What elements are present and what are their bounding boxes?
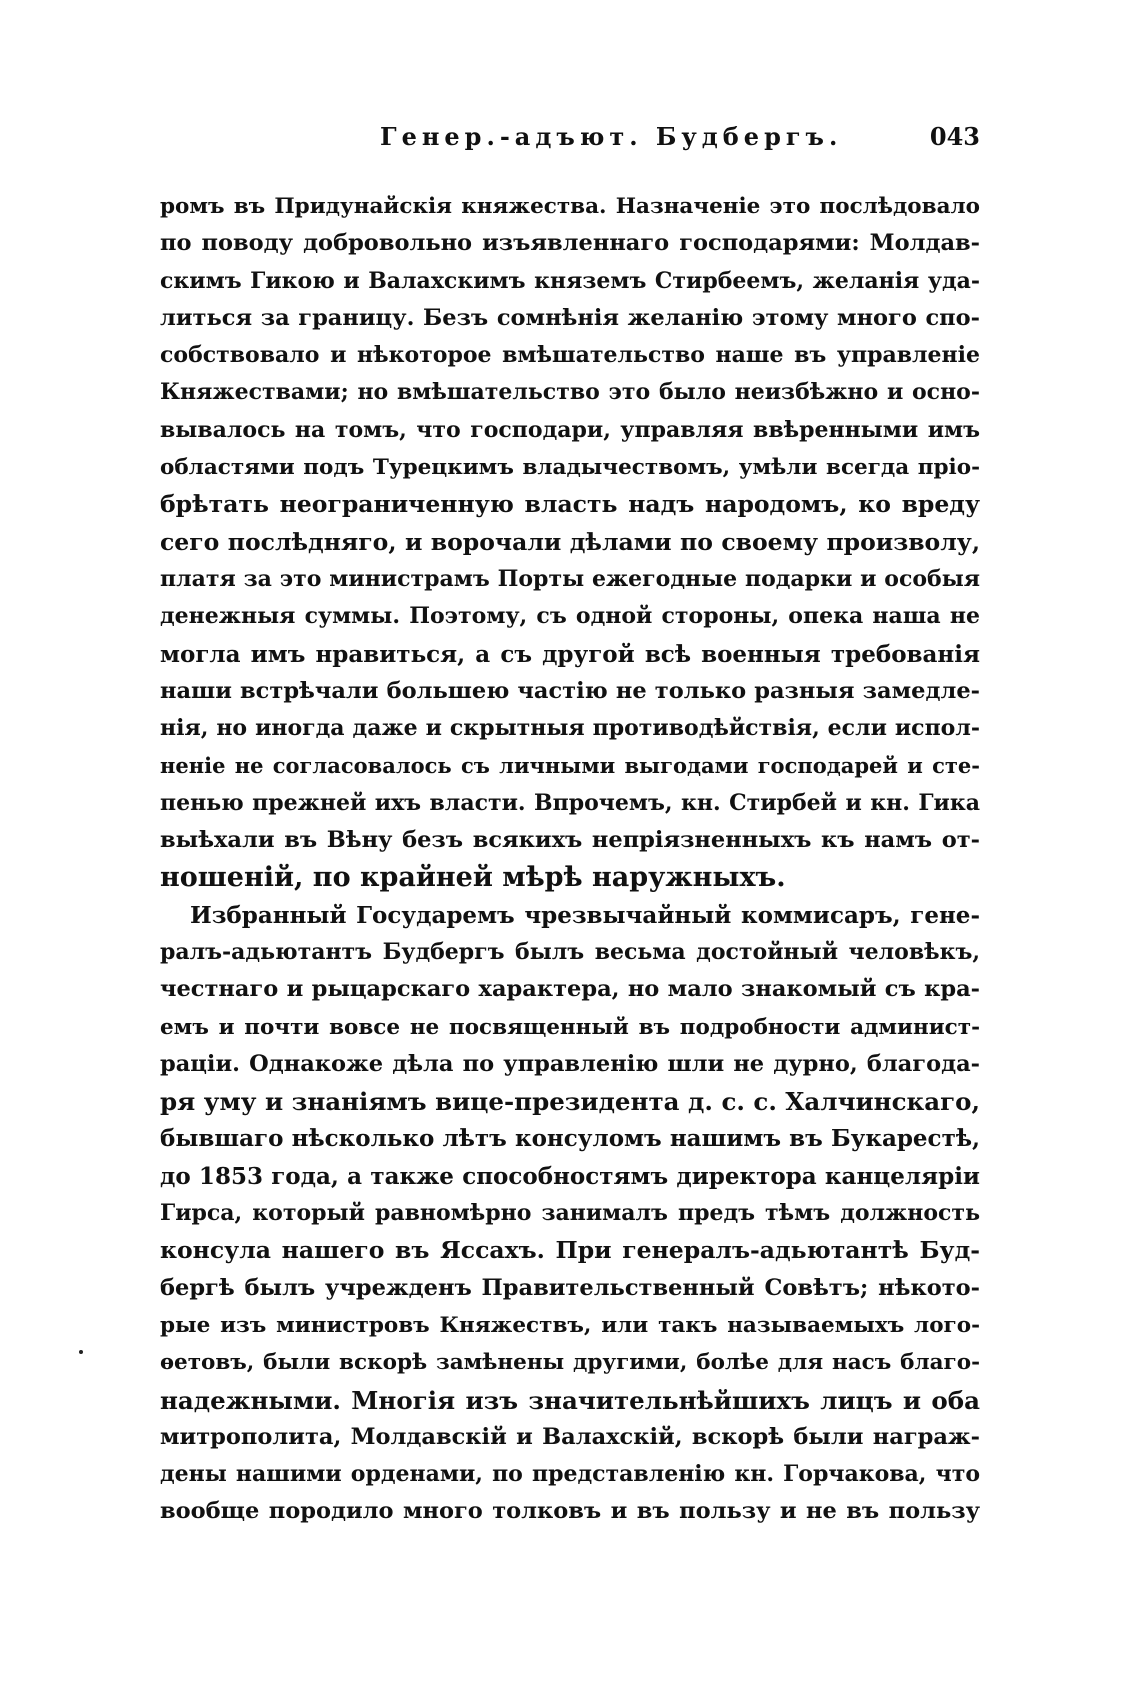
text-line: Гирса, который равномѣрно занималъ предъ тѣмъ должность [160,1200,980,1227]
margin-speck [79,1350,83,1354]
paragraph-start-line: Избранный Государемъ чрезвычайный коммисаръ, гене- [190,901,980,929]
text-line: вообще породило много толковъ и въ пользу и не въ пользу [160,1498,980,1525]
text-line: ря уму и знаніямъ вице-президента д. с. с. Халчинскаго, [160,1087,980,1117]
body-text [160,188,980,1531]
text-line: собствовало и нѣкоторое вмѣшательство наше въ управленіе [160,342,980,369]
text-line: могла имъ нравиться, а съ другой всѣ военныя требованія [160,640,980,668]
text-line: литься за границу. Безъ сомнѣнія желанію этому много спо- [160,304,980,331]
text-line: надежными. Многія изъ значительнѣйшихъ лицъ и оба [160,1385,980,1415]
text-line: честнаго и рыцарскаго характера, но мало знакомый съ кра- [160,976,980,1003]
text-line: дены нашими орденами, по представленію кн. Горчакова, что [160,1461,980,1488]
text-line: рые изъ министровъ Княжествъ, или такъ называемыхъ лого- [160,1312,980,1338]
text-line: митрополита, Молдавскій и Валахскій, вскорѣ были награж- [160,1423,980,1450]
running-title: Генер.-адъют. Будбергъ. [380,122,843,151]
page-number: 043 [929,122,980,151]
text-line: сего послѣдняго, и ворочали дѣлами по своему произволу, [160,527,980,556]
text-line: областями подъ Турецкимъ владычествомъ, умѣли всегда пріо- [160,455,980,481]
text-line: платя за это министрамъ Порты ежегодные подарки и особыя [160,565,980,592]
text-line: неніе не согласовалось съ личными выгодами господарей и сте- [160,753,980,779]
text-line: пенью прежней ихъ власти. Впрочемъ, кн. Стирбей и кн. Гика [160,789,980,816]
text-line: брѣтать неограниченную власть надъ народомъ, ко вреду [160,490,980,519]
text-line: скимъ Гикою и Валахскимъ княземъ Стирбеемъ, желанія уда- [160,267,980,294]
text-line: ромъ въ Придунайскія княжества. Назначеніе это послѣдовало [160,194,980,219]
text-line: до 1853 года, а также способностямъ директора канцеляріи [160,1162,980,1190]
page-header [380,122,980,162]
text-line: бергѣ былъ учрежденъ Правительственный Совѣтъ; нѣкото- [160,1274,980,1301]
paragraph-end-line: ношеній, по крайней мѣрѣ наружныхъ. [160,862,786,894]
text-line: ѳетовъ, были вскорѣ замѣнены другими, болѣе для насъ благо- [160,1350,980,1376]
text-line: бывшаго нѣсколько лѣтъ консуломъ нашимъ въ Букарестѣ, [160,1125,980,1153]
text-line: вывалось на томъ, что господари, управляя ввѣренными имъ [160,416,980,443]
text-line: по поводу добровольно изъявленнаго господарями: Молдав- [160,230,980,257]
text-line: емъ и почти вовсе не посвященный въ подробности админист- [160,1014,980,1040]
text-line: консула нашего въ Яссахъ. При генералъ-адьютантѣ Буд- [160,1236,980,1265]
text-line: Княжествами; но вмѣшательство это было неизбѣжно и осно- [160,379,980,406]
text-line: раціи. Однакоже дѣла по управленію шли не дурно, благода- [160,1050,980,1077]
text-line: выѣхали въ Вѣну безъ всякихъ непріязненныхъ къ намъ от- [160,827,980,854]
text-line: нія, но иногда даже и скрытныя противодѣйствія, если испол- [160,715,980,742]
text-line: денежныя суммы. Поэтому, съ одной стороны, опека наша не [160,603,980,630]
text-line: ралъ-адьютантъ Будбергъ былъ весьма достойный человѣкъ, [160,938,980,965]
text-line: наши встрѣчали большею частію не только разныя замедле- [160,677,980,704]
